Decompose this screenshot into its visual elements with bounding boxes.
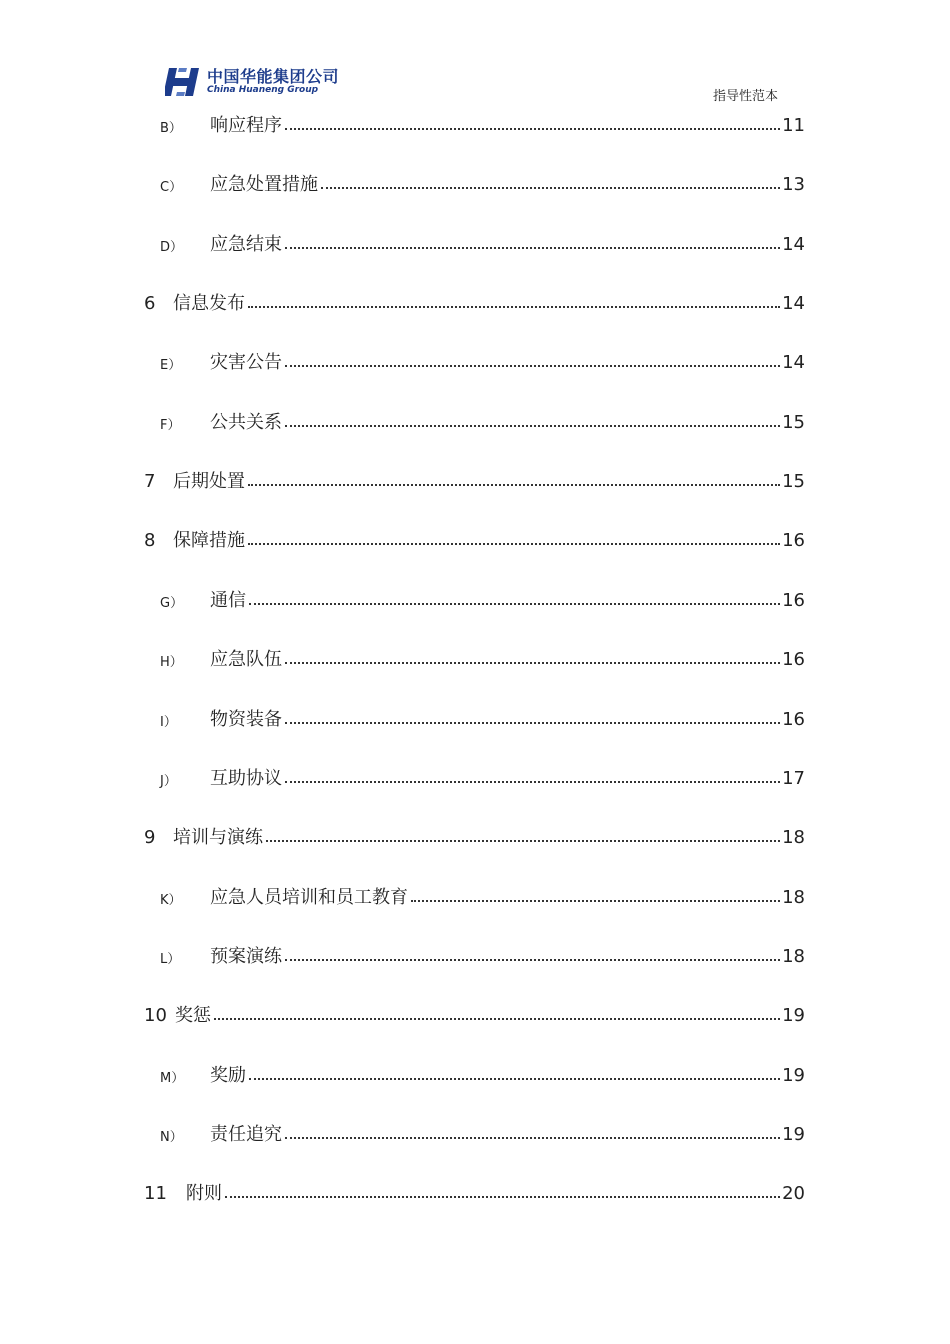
toc-entry-number: 11 [144, 1183, 167, 1204]
toc-entry[interactable] [0, 588, 950, 614]
toc-entry-title: 信息发布 [173, 293, 245, 314]
toc-entry-title: 奖励 [210, 1065, 246, 1086]
toc-dot-leader [249, 1078, 780, 1080]
toc-entry-number: G） [160, 596, 184, 611]
toc-entry-page: 17 [782, 768, 805, 789]
toc-dot-leader [285, 247, 780, 249]
toc-entry[interactable] [0, 291, 950, 317]
toc-entry[interactable] [0, 469, 950, 495]
logo-english-text: China Huaneng Group [207, 85, 319, 95]
toc-dot-leader [248, 484, 780, 486]
toc-entry-title: 应急人员培训和员工教育 [210, 887, 408, 908]
toc-entry-number: L） [160, 952, 181, 967]
toc-entry-page: 16 [782, 530, 805, 551]
toc-entry[interactable] [0, 528, 950, 554]
toc-entry-title: 应急结束 [210, 234, 282, 255]
toc-entry-number: 9 [144, 827, 156, 848]
toc-entry-number: M） [160, 1071, 185, 1086]
toc-entry-page: 13 [782, 174, 805, 195]
toc-entry-number: 6 [144, 293, 156, 314]
toc-entry[interactable] [0, 350, 950, 376]
company-logo [165, 66, 340, 100]
toc-entry-page: 16 [782, 590, 805, 611]
toc-entry-title: 通信 [210, 590, 246, 611]
toc-entry-title: 应急处置措施 [210, 174, 318, 195]
toc-entry[interactable] [0, 647, 950, 673]
toc-entry-page: 16 [782, 709, 805, 730]
toc-entry[interactable] [0, 1063, 950, 1089]
toc-dot-leader [285, 128, 780, 130]
toc-dot-leader [214, 1018, 780, 1020]
toc-entry-title: 公共关系 [210, 412, 282, 433]
toc-entry-page: 11 [782, 115, 805, 136]
toc-entry-title: 物资装备 [210, 709, 282, 730]
toc-entry-page: 14 [782, 234, 805, 255]
toc-entry-title: 后期处置 [173, 471, 245, 492]
toc-dot-leader [285, 722, 780, 724]
toc-entry-number: J） [160, 774, 177, 789]
toc-dot-leader [321, 187, 780, 189]
toc-entry-title: 互助协议 [210, 768, 282, 789]
toc-entry-page: 14 [782, 293, 805, 314]
page-header [0, 0, 950, 110]
toc-entry-number: 10 [144, 1005, 167, 1026]
toc-entry[interactable] [0, 766, 950, 792]
toc-entry-title: 责任追究 [210, 1124, 282, 1145]
toc-entry-number: N） [160, 1130, 183, 1145]
toc-dot-leader [249, 603, 780, 605]
toc-entry-number: D） [160, 240, 184, 255]
huaneng-logo-icon [165, 66, 203, 98]
toc-entry-title: 保障措施 [173, 530, 245, 551]
toc-entry-page: 18 [782, 827, 805, 848]
toc-entry-number: F） [160, 418, 181, 433]
toc-dot-leader [248, 306, 780, 308]
toc-dot-leader [266, 840, 780, 842]
toc-entry-title: 应急队伍 [210, 649, 282, 670]
toc-entry-title: 奖惩 [175, 1005, 211, 1026]
toc-entry-number: K） [160, 893, 182, 908]
toc-dot-leader [248, 543, 780, 545]
toc-entry-page: 19 [782, 1005, 805, 1026]
document-type-label: 指导性范本 [713, 89, 779, 104]
toc-entry-title: 预案演练 [210, 946, 282, 967]
toc-entry-page: 20 [782, 1183, 805, 1204]
toc-dot-leader [411, 900, 780, 902]
toc-entry-number: E） [160, 358, 182, 373]
toc-entry-title: 响应程序 [210, 115, 282, 136]
toc-dot-leader [285, 662, 780, 664]
toc-entry-page: 16 [782, 649, 805, 670]
toc-entry-title: 灾害公告 [210, 352, 282, 373]
toc-dot-leader [225, 1196, 780, 1198]
toc-entry-page: 15 [782, 471, 805, 492]
toc-entry[interactable] [0, 232, 950, 258]
toc-entry-number: 8 [144, 530, 156, 551]
toc-entry-title: 培训与演练 [173, 827, 263, 848]
toc-entry-page: 18 [782, 887, 805, 908]
toc-entry-number: I） [160, 715, 177, 730]
toc-entry-page: 18 [782, 946, 805, 967]
toc-entry[interactable] [0, 172, 950, 198]
toc-entry-title: 附则 [186, 1183, 222, 1204]
toc-entry-page: 19 [782, 1065, 805, 1086]
toc-entry-page: 14 [782, 352, 805, 373]
toc-dot-leader [285, 781, 780, 783]
logo-chinese-text: 中国华能集团公司 [207, 67, 340, 86]
toc-entry-page: 15 [782, 412, 805, 433]
toc-entry[interactable] [0, 707, 950, 733]
toc-dot-leader [285, 425, 780, 427]
toc-entry[interactable] [0, 113, 950, 139]
toc-entry[interactable] [0, 825, 950, 851]
toc-entry-number: B） [160, 121, 182, 136]
toc-entry-number: H） [160, 655, 183, 670]
toc-entry-number: C） [160, 180, 183, 195]
toc-entry[interactable] [0, 1181, 950, 1207]
toc-entry[interactable] [0, 944, 950, 970]
toc-dot-leader [285, 365, 780, 367]
toc-entry-number: 7 [144, 471, 156, 492]
toc-entry[interactable] [0, 410, 950, 436]
toc-entry[interactable] [0, 1122, 950, 1148]
toc-entry[interactable] [0, 1003, 950, 1029]
toc-entry[interactable] [0, 885, 950, 911]
toc-dot-leader [285, 959, 780, 961]
toc-entry-page: 19 [782, 1124, 805, 1145]
toc-dot-leader [285, 1137, 780, 1139]
